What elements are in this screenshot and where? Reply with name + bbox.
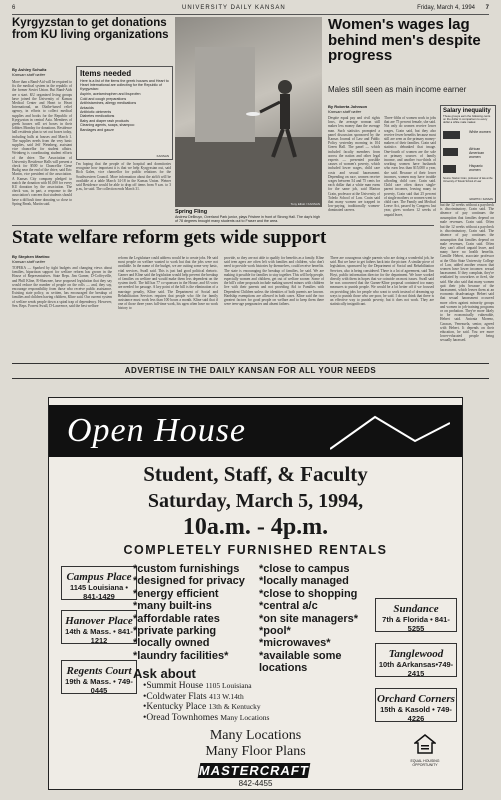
ad-date: Saturday, March 5, 1994, [147,490,364,512]
ad-many-locations: Many Locations [209,728,302,743]
salary-intro: These groups earn the following cents on the dollar in comparison to every dollar a white male makes: [443,114,491,125]
ask-about-list [143,681,363,723]
ask-about-address: 13th & Kentucky [208,702,261,712]
location-address: 14th & Mass. • 841-1212 [65,627,133,645]
equal-housing-text: EQUAL HOUSING OPPORTUNITY [410,759,440,767]
ask-about-item [143,702,363,713]
salary-bar [443,148,458,156]
ask-about-item [143,713,363,724]
kyrgyz-byline-block [12,68,72,77]
items-needed-item: Bandages and gauze [80,127,114,132]
items-needed-item: Baby and diaper rash products [80,118,129,123]
women-byline-role: Kansan staff writer [328,108,362,114]
open-house-ad [48,397,463,790]
ask-about-address: Many Locations [220,712,270,722]
header-masthead: UNIVERSITY DAILY KANSAN [182,5,286,11]
items-needed-intro: Here is a list of the items the greek houses and Heart to Heart International are collecting for the Republic of Kyrgyzstan: [80,79,169,92]
welfare-col2: reform the Legislature could address would be to create jobs. He said most people on welfare wanted to work but that the jobs were not available. In the name of the budget, we are cutting some very basic, vital services, Swall said. This is just bad good political rhetoric. Garner and Kline said the legislation would help prevent the breakup of families on welfare and would make them less dependent on the system itself. The bill has 77 co-sponsors in the House, and 63 votes are needed for passage. A key point of the bill is the elimination of a marriage penalty, Kline said. The Department of Social and Rehabilitation Services requires that people who file for family assistance must work less than 100 hours a month. Kline said that if one of those three years full-time work, his agen often have no work history to [118,256,218,311]
salary-bar [443,131,460,139]
equal-housing-block [405,734,445,767]
left-feature-item: *many built-ins [133,600,212,613]
header-left: 6 [12,5,16,11]
ad-phone: 842-4455 [238,779,273,788]
location-address: 10th &Arkansas•749-2415 [378,660,454,678]
welfare-byline: By Stephen Martino [12,254,50,259]
salary-row [443,145,493,160]
welfare-col4: There are courageous single parents who are doing a wonderful job, he said. But we have to get fathers back into the picture. A similar piece of legislation, sponsored by the Department of Social and Rehabilitation Services, also is being considered. There is a lot of agreement, said Tim Hoyt, public information director for the department. We have worked directly with them in hopes that we coincide on most issues. Swall said he was concerned that the Garner-Kline proposal contained too many measures to punish people. We would be a lot better off if we focused on providing jobs for people who want to work instead of dreaming up ways to punish those who are poor, he said. I do not think that there is an effective way to punish poverty, but it does not work. They are statistically insignificant. [330,256,434,307]
items-needed-item: Aspirin, acetaminophen and ibuprofen [80,92,141,97]
ask-about-name: •Coldwater Flats [143,691,210,702]
items-needed-item: Diabetes medications [80,114,115,119]
left-feature-item: *laundry facilities* [133,649,229,662]
kyrgyz-byline: By Ashley Schultz [12,67,47,72]
frisbee-player-image [175,17,322,207]
salary-inequality-box [440,105,496,203]
women-body-col2: Three-fifths of women work in jobs that are 75 percent female, she said. Not only do women receive lower wages, Crain said, but they also receive fewer benefits because most still are seen as the primary money-makers of their families. Crain said statistics debunked that image. One-fourth of women are the sole or primary sources of family income, and another two-thirds of working women have husbands who earn less than $15,000 a year, she said. Because of their lower incomes, women may have trouble affording child care, Crain said. Child care often draws single-parent incomes, leaving many in poverty, Crain said that 25 percent of single mothers or women went to child care. The Family and Medical Leave Act, passed by Congress last year, gives workers 12 weeks of unpaid leave, [384,116,436,217]
welfare-byline-role: Kansan staff writer [12,258,46,264]
left-feature-item: *affordable rates [133,612,220,625]
location-name: Sundance [393,603,439,615]
ask-about-name: •Summit House [143,681,206,691]
spring-fling-caption: Andrew DeBruyn, Overland Park junior, plays Frisbee in front of Strong Hall. The day's high of 78 degrees brought many students out to Fraser and the area. [175,215,321,224]
salary-label: White women [469,129,491,134]
salary-row [443,128,493,143]
left-feature-item: *energy efficient [133,587,219,600]
salary-bar [443,165,456,173]
ask-about-address: 1105 Louisiana [205,681,252,690]
items-needed-item: Antihistamines, allergy medications [80,101,137,106]
ad-many-floor-plans: Many Floor Plans [205,744,306,759]
women-byline-block [328,105,408,114]
ad-subtitle: Student, Staff, & Faculty [143,462,368,486]
items-needed-item: Cold and cough preparations [80,96,127,101]
left-location-box [61,610,137,644]
left-feature-list [133,563,258,662]
items-needed-list [77,91,172,133]
location-name: Orchard Corners [377,693,455,705]
ask-about-name: •Oread Townhomes [143,712,221,723]
left-feature-item: *custom furnishings [133,563,240,575]
right-feature-item: *locally managed [259,575,349,588]
open-house-title: Open House [67,412,247,449]
location-name: Hanover Place [65,615,133,627]
right-feature-list [259,563,389,675]
kyrgyz-body-continued: I'm hoping that the people of the hospital and dormitories recognize how important it is that we help Kyrgyzstan out, said Rich Galen, vice chancellor for public relations for the Southwestern Council. More information about the airlift will be available at a table March 14-18 in the Kansas Union. Weiner said Residence would be able to drop off items from 9 a.m. to 3 p.m., he said. The collection ends March 31. [76,162,171,192]
ask-about-address: 413 W.14th [209,691,244,701]
salary-chart [441,126,495,178]
right-feature-item: *pool* [259,625,291,638]
left-location-box [61,566,137,600]
items-needed-box [76,66,173,160]
kyrgyz-headline: Kyrgyzstan to get donations from KU living organizations [12,17,169,41]
women-body: Despite equal pay and civil rights laws, the average woman still makes less money than the average man. Such statistics prompted a panel discussion sponsored by the Kansas Journal of Law and Public Policy yesterday morning in 104 Green Hall. The panel — which included faculty members from across the nation and other legal experts — presented possible causes of women's poverty, which included lower wages, child care costs and sexual harassment. Depending on race, women receive wages between 54 and 75 cents for each dollar that a white man earns for the same job, said Marion Crain, professor at the University of Toledo School of Law. Crain said that many women are trapped in low-paying, traditionally women-dominated careers. [328,116,380,213]
welfare-byline-block [12,255,92,264]
salary-credit: GRAPHIC / KANSAN [469,198,493,201]
kyrgyz-body: More than a Band-Aid will be required to fix the medical system in the republic of the former Soviet Union. But Band-Aids are a start. KU organized living groups have joined the University of Kansas Medical Center and Heart to Heart International, an Olathe-based relief agency, in efforts to collect medical supplies and books for the Republic of Kyrgyzstan in central Asia. Members of greek houses will set boxes in their lobbies Monday for donations. Residence hall residents plan to set out boxes today, including halls at houses and March 1. The supplies needs from the very basic supplies, said Jeff Weinberg, assistant vice chancellor for student affairs. Weinberg is coordinating student efforts of the drive. The Association of University Residence Halls will present a check for $500 to Chancellor Gene Budig near the end of the drive, said Eric Martin, vice president of the association. A Kansas City company pledged to match the donation with $1,000 for every KU donation by the association. The check was, in part, a response to the association's concern that students should have a difficult time donating so close to Spring Break, Martin said. [12,80,72,206]
left-feature-item: *locally owned [133,637,210,650]
welfare-headline: State welfare reform gets wide support [12,227,327,248]
section-divider [12,225,434,226]
ask-about-item [143,692,363,703]
salary-label: Hispanic women [469,163,483,172]
page-header [12,4,489,15]
items-needed-item: Antacids [80,105,94,110]
women-headline: Women's wages lag behind men's despite progress [328,16,481,64]
items-needed-source: KANSAN [156,154,169,158]
location-address: 15th & Kasold • 749-4226 [380,705,452,723]
right-location-box [375,688,457,722]
ask-about-item [143,681,363,692]
left-feature-item: *private parking [133,625,217,638]
roof-line-graphic [330,409,450,453]
right-feature-item: *close to campus [259,563,350,575]
ad-furnished: COMPLETELY FURNISHED RENTALS [123,543,388,557]
items-needed-title: Items needed [80,69,132,78]
spring-fling-photo-credit: Tony Elliott / KANSAN [290,202,320,206]
location-address: 7th & Florida • 841-5255 [382,615,450,633]
welfare-col1: TOPEKA — Sparked by tight budgets and changing views about families, bipartisan support for welfare reform has grown in the House of Representatives. State Reps. Jim Garner, D-Coffeyville, and Phill Kline, R-Shawnee, have proposed legislation that they say would reduce the number of people on the rolls — and, they say, encourage responsibility from those who receive public assistance. Existing state policy, as written, has encouraged the breakup of families and children having children, Kline said. Our current system of welfare sends people down a spiral trap of dependency. However, Sen. Reps. Forrest Swall, D-Lawrence, said the best welfare [12,266,112,308]
location-name: Regents Court [66,665,132,677]
ad-ask-about: Ask about [133,666,196,681]
spring-fling-caption-block [175,209,322,223]
right-feature-item: *microwaves* [259,637,331,650]
mastercraft-logo: MASTERCRAFT [197,763,311,778]
items-needed-item: Antibiotic ointments [80,109,112,114]
ad-time: 10a.m. - 4p.m. [182,514,329,540]
equal-housing-icon [414,734,436,754]
right-feature-item: *available some locations [259,649,342,675]
right-feature-item: *on site managers* [259,612,359,625]
right-feature-item: *central a/c [259,600,318,613]
location-address: 19th & Mass. • 749-0445 [65,677,133,695]
salary-row [443,162,493,177]
items-needed-item: Cleaning agents, soaps, shampoo [80,123,135,128]
kyrgyz-byline-role: Kansan staff writer [12,71,46,77]
header-date: Friday, March 4, 1994 [417,5,475,11]
salary-source: Source: Marion Crain, professor of law at the University of Toledo School of Law [443,176,493,183]
salary-label: African American women [469,146,485,159]
welfare-col3: provide, so they are not able to qualify for benefits as a family. Kline said teen agers are often left with families and children, who don't need to provide work histories by themselves, could receive benefits. The state is encouraging the breakup of families, he said. We are making it possible for families to stay together. This will help people, especially women and children, get out of welfare sooner. Some of the bill's other proposals include making unwed minors with children live with their parents and not providing Aid to Families with Dependent Children unless the identities of both parents are known. Hardship exemptions are allowed in both cases. Kline said the two greatest factors for good people on welfare and to keep them there were teen-age pregnancies and absent fathers. [224,256,324,307]
spring-fling-photo [175,17,322,207]
location-name: Campus Place [66,571,132,583]
women-subhead: Males still seen as main income earner [328,85,467,94]
advertise-banner: ADVERTISE IN THE DAILY KANSAN FOR ALL YOUR NEEDS [12,363,489,379]
left-location-box [61,660,137,694]
right-feature-item: *close to shopping [259,587,358,600]
left-feature-item: *designed for privacy [133,575,245,588]
open-house-banner [49,405,462,457]
ask-about-name: •Kentucky Place [143,702,209,713]
header-page-number: 7 [485,5,489,11]
women-byline: By Roberta Johnson [328,104,368,109]
spring-fling-caption-title: Spring Fling [175,209,208,215]
salary-title: Salary inequality [443,108,491,114]
women-body-col3-continued: but the 12 weeks without a paycheck is discriminatory, Crain said. The absence of pay continues the assumption that families depend on male revenues, Crain said. Often they can't afford unpaid leave, and many have no health benefits. Camille Hebert, associate professor at the Ohio State University College of Law, added another reason that women have lower incomes: sexual harassment. If they complain, they're retaliated by coworkers or fired, she said. She also said that many women quit their jobs because of the harassment, which leaves them at an economic disadvantage. Hebert said that sexual harassment occurred more often against minority groups and women in job-training programs or on probation. They're more likely to be economically vulnerable, Hebert said. Antonia Moreno, Caracas, Venezuela, senior, agreed with Hebert. It depends on their education, he said. You see more lower-educated people being sexually harassed. [440,225,494,343]
women-body-col3: but the 12 weeks without a paycheck is discriminatory, Crain said. The absence of pay continues the assumption that families depend on male revenues, Crain said. Often [440,203,494,223]
location-name: Tanglewood [388,648,444,660]
location-address: 1145 Louisiana • 841-1429 [69,583,129,601]
